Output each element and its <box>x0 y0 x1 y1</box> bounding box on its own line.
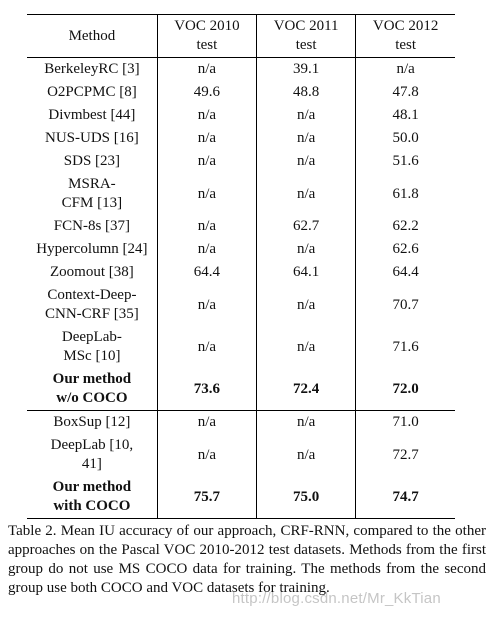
cell-voc-2010: 75.7 <box>157 476 256 519</box>
cell-voc-2010: n/a <box>157 173 256 215</box>
watermark-text: http://blog.csdn.net/Mr_KkTian <box>232 590 441 607</box>
table-group-2 <box>27 411 455 519</box>
cell-voc-2010: n/a <box>157 411 256 435</box>
header-voc-2010: VOC 2010 test <box>157 15 256 58</box>
cell-voc-2012: 50.0 <box>356 127 455 150</box>
cell-method: Context-Deep- CNN-CRF [35] <box>45 287 139 322</box>
cell-method: MSRA- CFM [13] <box>61 176 123 211</box>
header-row <box>27 15 455 58</box>
cell-voc-2010: 73.6 <box>157 368 256 411</box>
table-row <box>27 476 455 519</box>
cell-voc-2012: 61.8 <box>356 173 455 215</box>
cell-voc-2010: n/a <box>157 326 256 368</box>
cell-voc-2011: n/a <box>257 104 356 127</box>
header-voc-2012: VOC 2012 test <box>356 15 455 58</box>
cell-voc-2011: n/a <box>257 326 356 368</box>
cell-voc-2011: 72.4 <box>257 368 356 411</box>
table-caption: Table 2. Mean IU accuracy of our approach, CRF-RNN, compared to the other approaches on the Pascal VOC 2010-2012 test datasets. Methods from the first group do not use MS COCO data for training. The methods from the second group use both COCO and VOC datasets for training. <box>8 523 486 596</box>
table-row <box>27 368 455 411</box>
cell-voc-2012: 70.7 <box>356 284 455 326</box>
cell-voc-2012: 48.1 <box>356 104 455 127</box>
cell-voc-2012: 72.7 <box>356 434 455 476</box>
header-method: Method <box>68 27 116 44</box>
cell-voc-2010: 64.4 <box>157 261 256 284</box>
cell-voc-2010: n/a <box>157 215 256 238</box>
cell-method: Our method with COCO <box>52 479 132 514</box>
table-row <box>27 215 455 238</box>
cell-method: Zoomout [38] <box>50 264 134 280</box>
results-table-container <box>27 14 455 519</box>
cell-voc-2011: 48.8 <box>257 81 356 104</box>
table-row <box>27 434 455 476</box>
cell-voc-2011: n/a <box>257 411 356 435</box>
cell-voc-2010: n/a <box>157 284 256 326</box>
cell-voc-2011: n/a <box>257 150 356 173</box>
table-row <box>27 326 455 368</box>
cell-method: BerkeleyRC [3] <box>44 61 140 77</box>
table-header <box>27 15 455 58</box>
cell-method: NUS-UDS [16] <box>45 130 139 146</box>
results-table <box>27 14 455 519</box>
table-row <box>27 173 455 215</box>
cell-method: O2PCPMC [8] <box>47 84 137 100</box>
cell-voc-2010: n/a <box>157 127 256 150</box>
cell-method: DeepLab- MSc [10] <box>61 329 122 364</box>
cell-voc-2011: 64.1 <box>257 261 356 284</box>
cell-voc-2010: n/a <box>157 150 256 173</box>
cell-voc-2011: 75.0 <box>257 476 356 519</box>
cell-voc-2012: 51.6 <box>356 150 455 173</box>
table-row <box>27 150 455 173</box>
header-voc-2011: VOC 2011 test <box>257 15 356 58</box>
table-row <box>27 411 455 435</box>
cell-voc-2012: 74.7 <box>356 476 455 519</box>
cell-voc-2011: n/a <box>257 434 356 476</box>
cell-voc-2011: n/a <box>257 173 356 215</box>
cell-voc-2012: n/a <box>356 58 455 82</box>
cell-voc-2010: n/a <box>157 238 256 261</box>
table-row <box>27 58 455 82</box>
table-group-1 <box>27 58 455 411</box>
cell-method: Our method w/o COCO <box>52 371 132 406</box>
cell-voc-2011: 39.1 <box>257 58 356 82</box>
table-row <box>27 81 455 104</box>
cell-voc-2011: n/a <box>257 127 356 150</box>
table-row <box>27 104 455 127</box>
cell-voc-2010: n/a <box>157 434 256 476</box>
table-row <box>27 261 455 284</box>
cell-method: BoxSup [12] <box>53 414 131 430</box>
cell-voc-2010: 49.6 <box>157 81 256 104</box>
cell-voc-2012: 71.6 <box>356 326 455 368</box>
cell-method: DeepLab [10, 41] <box>50 437 134 472</box>
cell-voc-2012: 71.0 <box>356 411 455 435</box>
cell-method: SDS [23] <box>63 153 121 169</box>
table-row <box>27 127 455 150</box>
cell-voc-2011: 62.7 <box>257 215 356 238</box>
cell-voc-2012: 47.8 <box>356 81 455 104</box>
cell-voc-2011: n/a <box>257 238 356 261</box>
cell-voc-2010: n/a <box>157 104 256 127</box>
cell-voc-2012: 62.6 <box>356 238 455 261</box>
cell-voc-2012: 72.0 <box>356 368 455 411</box>
cell-voc-2010: n/a <box>157 58 256 82</box>
cell-voc-2012: 62.2 <box>356 215 455 238</box>
table-row <box>27 284 455 326</box>
cell-method: Hypercolumn [24] <box>36 241 148 257</box>
cell-method: Divmbest [44] <box>48 107 136 123</box>
table-row <box>27 238 455 261</box>
cell-method: FCN-8s [37] <box>53 218 131 234</box>
cell-voc-2011: n/a <box>257 284 356 326</box>
cell-voc-2012: 64.4 <box>356 261 455 284</box>
